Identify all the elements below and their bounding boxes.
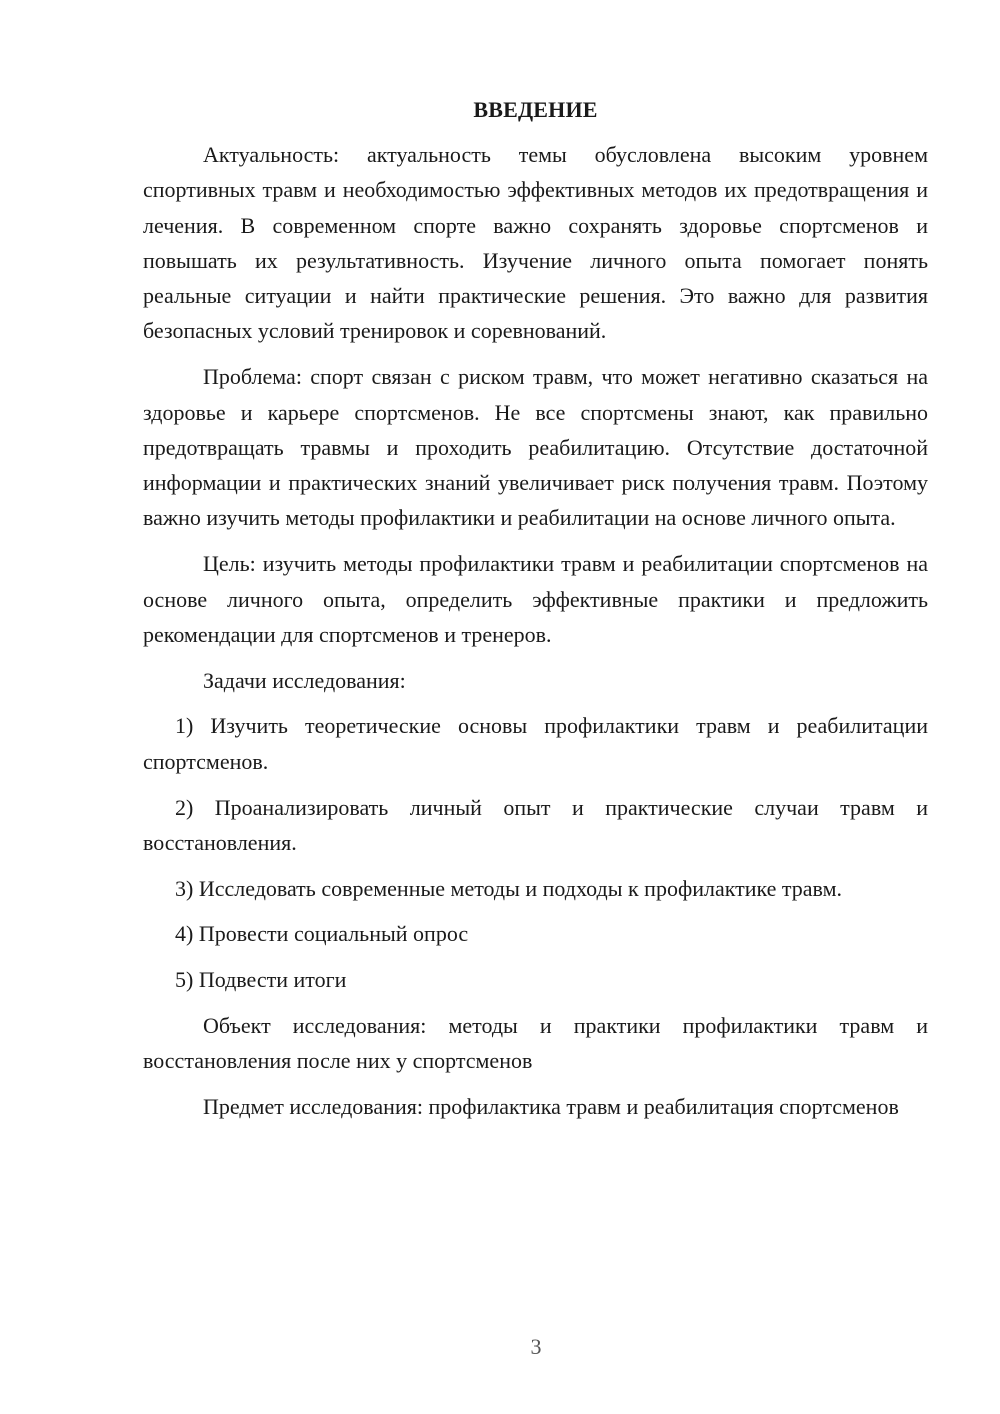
task-item: 5) Подвести итоги [175,967,347,993]
relevance-paragraph: Актуальность: актуальность темы обусловлена высоким уровнем спортивных травм и необходимостью эффективных методов их предотвращения и лечения. В современном спорте важно сохранять здоровье спортсменов и повышать их результативность. Изучение личного опыта помогает понять реальные ситуации и найти практические решения. Это важно для развития безопасных условий тренировок и соревнований. [143,142,928,344]
task-item: 4) Провести социальный опрос [175,921,469,947]
page-number: 3 [530,1334,542,1359]
problem-paragraph: Проблема: спорт связан с риском травм, что может негативно сказаться на здоровье и карьере спортсменов. Не все спортсмены знают, как правильно предотвращать травмы и проходить реабилитацию. Отсутствие достаточной информации и практических знаний увеличивает риск получения травм. Поэтому важно изучить методы профилактики и реабилитации на основе личного опыта. [143,364,928,531]
tasks-list [143,708,928,997]
task-item: 3) Исследовать современные методы и подходы к профилактике травм. [175,875,842,901]
tasks-title: Задачи исследования: [203,667,406,693]
task-item: 1) Изучить теоретические основы профилактики травм и реабилитации спортсменов. [143,713,928,774]
page-content [143,92,928,1135]
subject-paragraph: Предмет исследования: профилактика травм и реабилитация спортсменов [203,1094,899,1120]
section-heading: ВВЕДЕНИЕ [473,97,598,122]
object-paragraph: Объект исследования: методы и практики профилактики травм и восстановления после них у спортсменов [143,1013,928,1074]
goal-paragraph: Цель: изучить методы профилактики травм и реабилитации спортсменов на основе личного опыта, определить эффективные практики и предложить рекомендации для спортсменов и тренеров. [143,551,928,647]
task-item: 2) Проанализировать личный опыт и практические случаи травм и восстановления. [143,794,928,855]
